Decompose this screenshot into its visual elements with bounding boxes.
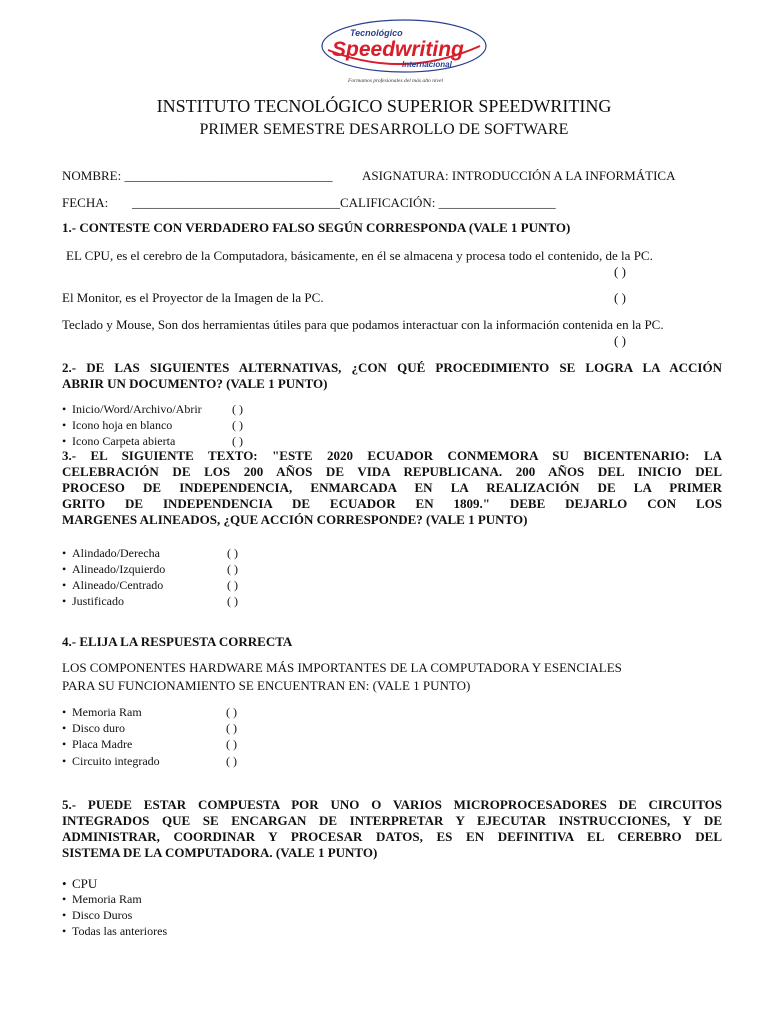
q1-item-1-answer[interactable]: ( ) [614,264,626,279]
bullet-icon: • [62,705,67,719]
logo-graphic [318,16,490,86]
q5-heading-line-1: 5.- PUEDE ESTAR COMPUESTA POR UNO O VARIOS MICROPROCESADORES DE CIRCUITOS [62,797,722,812]
q5-option-4: • Todas las anteriores [62,924,168,938]
bullet-icon: • [62,578,67,592]
q3-heading-line-2: CELEBRACIÓN DE LOS 200 AÑOS DE VIDA REPUBLICANA. 200 AÑOS DEL INICIO DEL [62,464,722,479]
q3-option-4-answer[interactable]: ( ) [227,594,238,608]
q4-prompt-line-2: PARA SU FUNCIONAMIENTO SE ENCUENTRAN EN: (VALE 1 PUNTO) [62,678,471,693]
q2-option-2-answer[interactable]: ( ) [232,418,243,432]
q2-option-3-answer[interactable]: ( ) [232,434,243,448]
q4-option-4: • Circuito integrado [62,754,160,768]
q3-heading-line-5: MARGENES ALINEADOS, ¿QUE ACCIÓN CORRESPONDE? (VALE 1 PUNTO) [62,512,528,527]
q1-heading: 1.- CONTESTE CON VERDADERO FALSO SEGÚN CORRESPONDA (VALE 1 PUNTO) [62,220,571,235]
bullet-icon: • [62,737,67,751]
q2-option-3: • Icono Carpeta abierta [62,434,176,448]
logo-text-internacional: Internacional [402,60,452,69]
q4-option-4-answer[interactable]: ( ) [226,754,237,768]
q2-option-2: • Icono hoja en blanco [62,418,173,432]
q5-heading [62,797,722,861]
q4-option-2: • Disco duro [62,721,125,735]
bullet-icon: • [62,434,67,448]
q4-heading: 4.- ELIJA LA RESPUESTA CORRECTA [62,634,293,649]
q3-heading-line-4: GRITO DE INDEPENDENCIA DE ECUADOR EN 1809." DEBE DEJARLO CON LOS [62,496,722,511]
q2-option-1: • Inicio/Word/Archivo/Abrir [62,402,202,416]
q2-heading-line-2: ABRIR UN DOCUMENTO? (VALE 1 PUNTO) [62,376,328,391]
q4-option-1: • Memoria Ram [62,705,142,719]
bullet-icon: • [62,418,67,432]
q4-option-1-answer[interactable]: ( ) [226,705,237,719]
bullet-icon: • [62,594,67,608]
logo-tagline: Formamos profesionales del más alto nivel [348,78,443,84]
q3-option-3: • Alineado/Centrado [62,578,164,592]
bullet-icon: • [62,754,67,768]
q5-heading-line-4: SISTEMA DE LA COMPUTADORA. (VALE 1 PUNTO) [62,845,378,860]
bullet-icon: • [62,402,67,416]
q2-heading [62,360,722,392]
asignatura-label: ASIGNATURA: INTRODUCCIÓN A LA INFORMÁTICA [362,168,676,183]
q1-item-3-answer[interactable]: ( ) [614,333,626,348]
bullet-icon: • [62,876,67,891]
q3-heading [62,448,722,528]
program-subtitle: PRIMER SEMESTRE DESARROLLO DE SOFTWARE [199,121,569,138]
bullet-icon: • [62,546,67,560]
q5-option-3: • Disco Duros [62,908,133,922]
institution-title: INSTITUTO TECNOLÓGICO SUPERIOR SPEEDWRITING [156,96,612,116]
logo-text-tecnologico: Tecnológico [350,28,403,38]
q3-option-4: • Justificado [62,594,124,608]
q5-heading-line-2: INTEGRADOS QUE SE ENCARGAN DE INTERPRETAR Y EJECUTAR INSTRUCCIONES, Y DE [62,813,722,828]
logo-text-speedwriting: Speedwriting [332,38,464,61]
q3-option-1: • Alindado/Derecha [62,546,160,560]
fecha-label: FECHA: [62,195,109,210]
q2-heading-line-1: 2.- DE LAS SIGUIENTES ALTERNATIVAS, ¿CON QUÉ PROCEDIMIENTO SE LOGRA LA ACCIÓN [62,360,722,375]
q3-option-2-answer[interactable]: ( ) [227,562,238,576]
fecha-calificacion-field[interactable]: ________________________________CALIFICACIÓN: __________________ [132,195,556,210]
q3-option-2: • Alineado/Izquierdo [62,562,166,576]
q1-item-1: EL CPU, es el cerebro de la Computadora, básicamente, en él se almacena y procesa todo el contenido, de la PC. [66,248,653,263]
bullet-icon: • [62,908,67,922]
q4-option-2-answer[interactable]: ( ) [226,721,237,735]
bullet-icon: • [62,562,67,576]
q5-heading-line-3: ADMINISTRAR, COORDINAR Y PROCESAR DATOS, ES EN DEFINITIVA EL CEREBRO DEL [62,829,722,844]
q3-heading-line-3: PROCESO DE INDEPENDENCIA, ENMARCADA EN LA REALIZACIÓN DE LA PRIMER [62,480,722,495]
q1-item-2: El Monitor, es el Proyector de la Imagen de la PC. [62,290,324,305]
bullet-icon: • [62,721,67,735]
bullet-icon: • [62,892,67,906]
q3-option-1-answer[interactable]: ( ) [227,546,238,560]
bullet-icon: • [62,924,67,938]
q2-option-1-answer[interactable]: ( ) [232,402,243,416]
q1-item-2-answer[interactable]: ( ) [614,290,626,305]
q4-option-3-answer[interactable]: ( ) [226,737,237,751]
institute-logo [318,16,490,86]
q4-option-3: • Placa Madre [62,737,133,751]
q5-option-2: • Memoria Ram [62,892,142,906]
q3-heading-line-1: 3.- EL SIGUIENTE TEXTO: "ESTE 2020 ECUADOR CONMEMORA SU BICENTENARIO: LA [62,448,722,463]
q1-item-3: Teclado y Mouse, Son dos herramientas útiles para que podamos interactuar con la información contenida en la PC. [62,317,664,332]
nombre-field[interactable]: NOMBRE: ________________________________ [62,168,333,183]
q5-option-1: • CPU [62,876,98,891]
q3-option-3-answer[interactable]: ( ) [227,578,238,592]
q4-prompt-line-1: LOS COMPONENTES HARDWARE MÁS IMPORTANTES DE LA COMPUTADORA Y ESENCIALES [62,660,622,675]
